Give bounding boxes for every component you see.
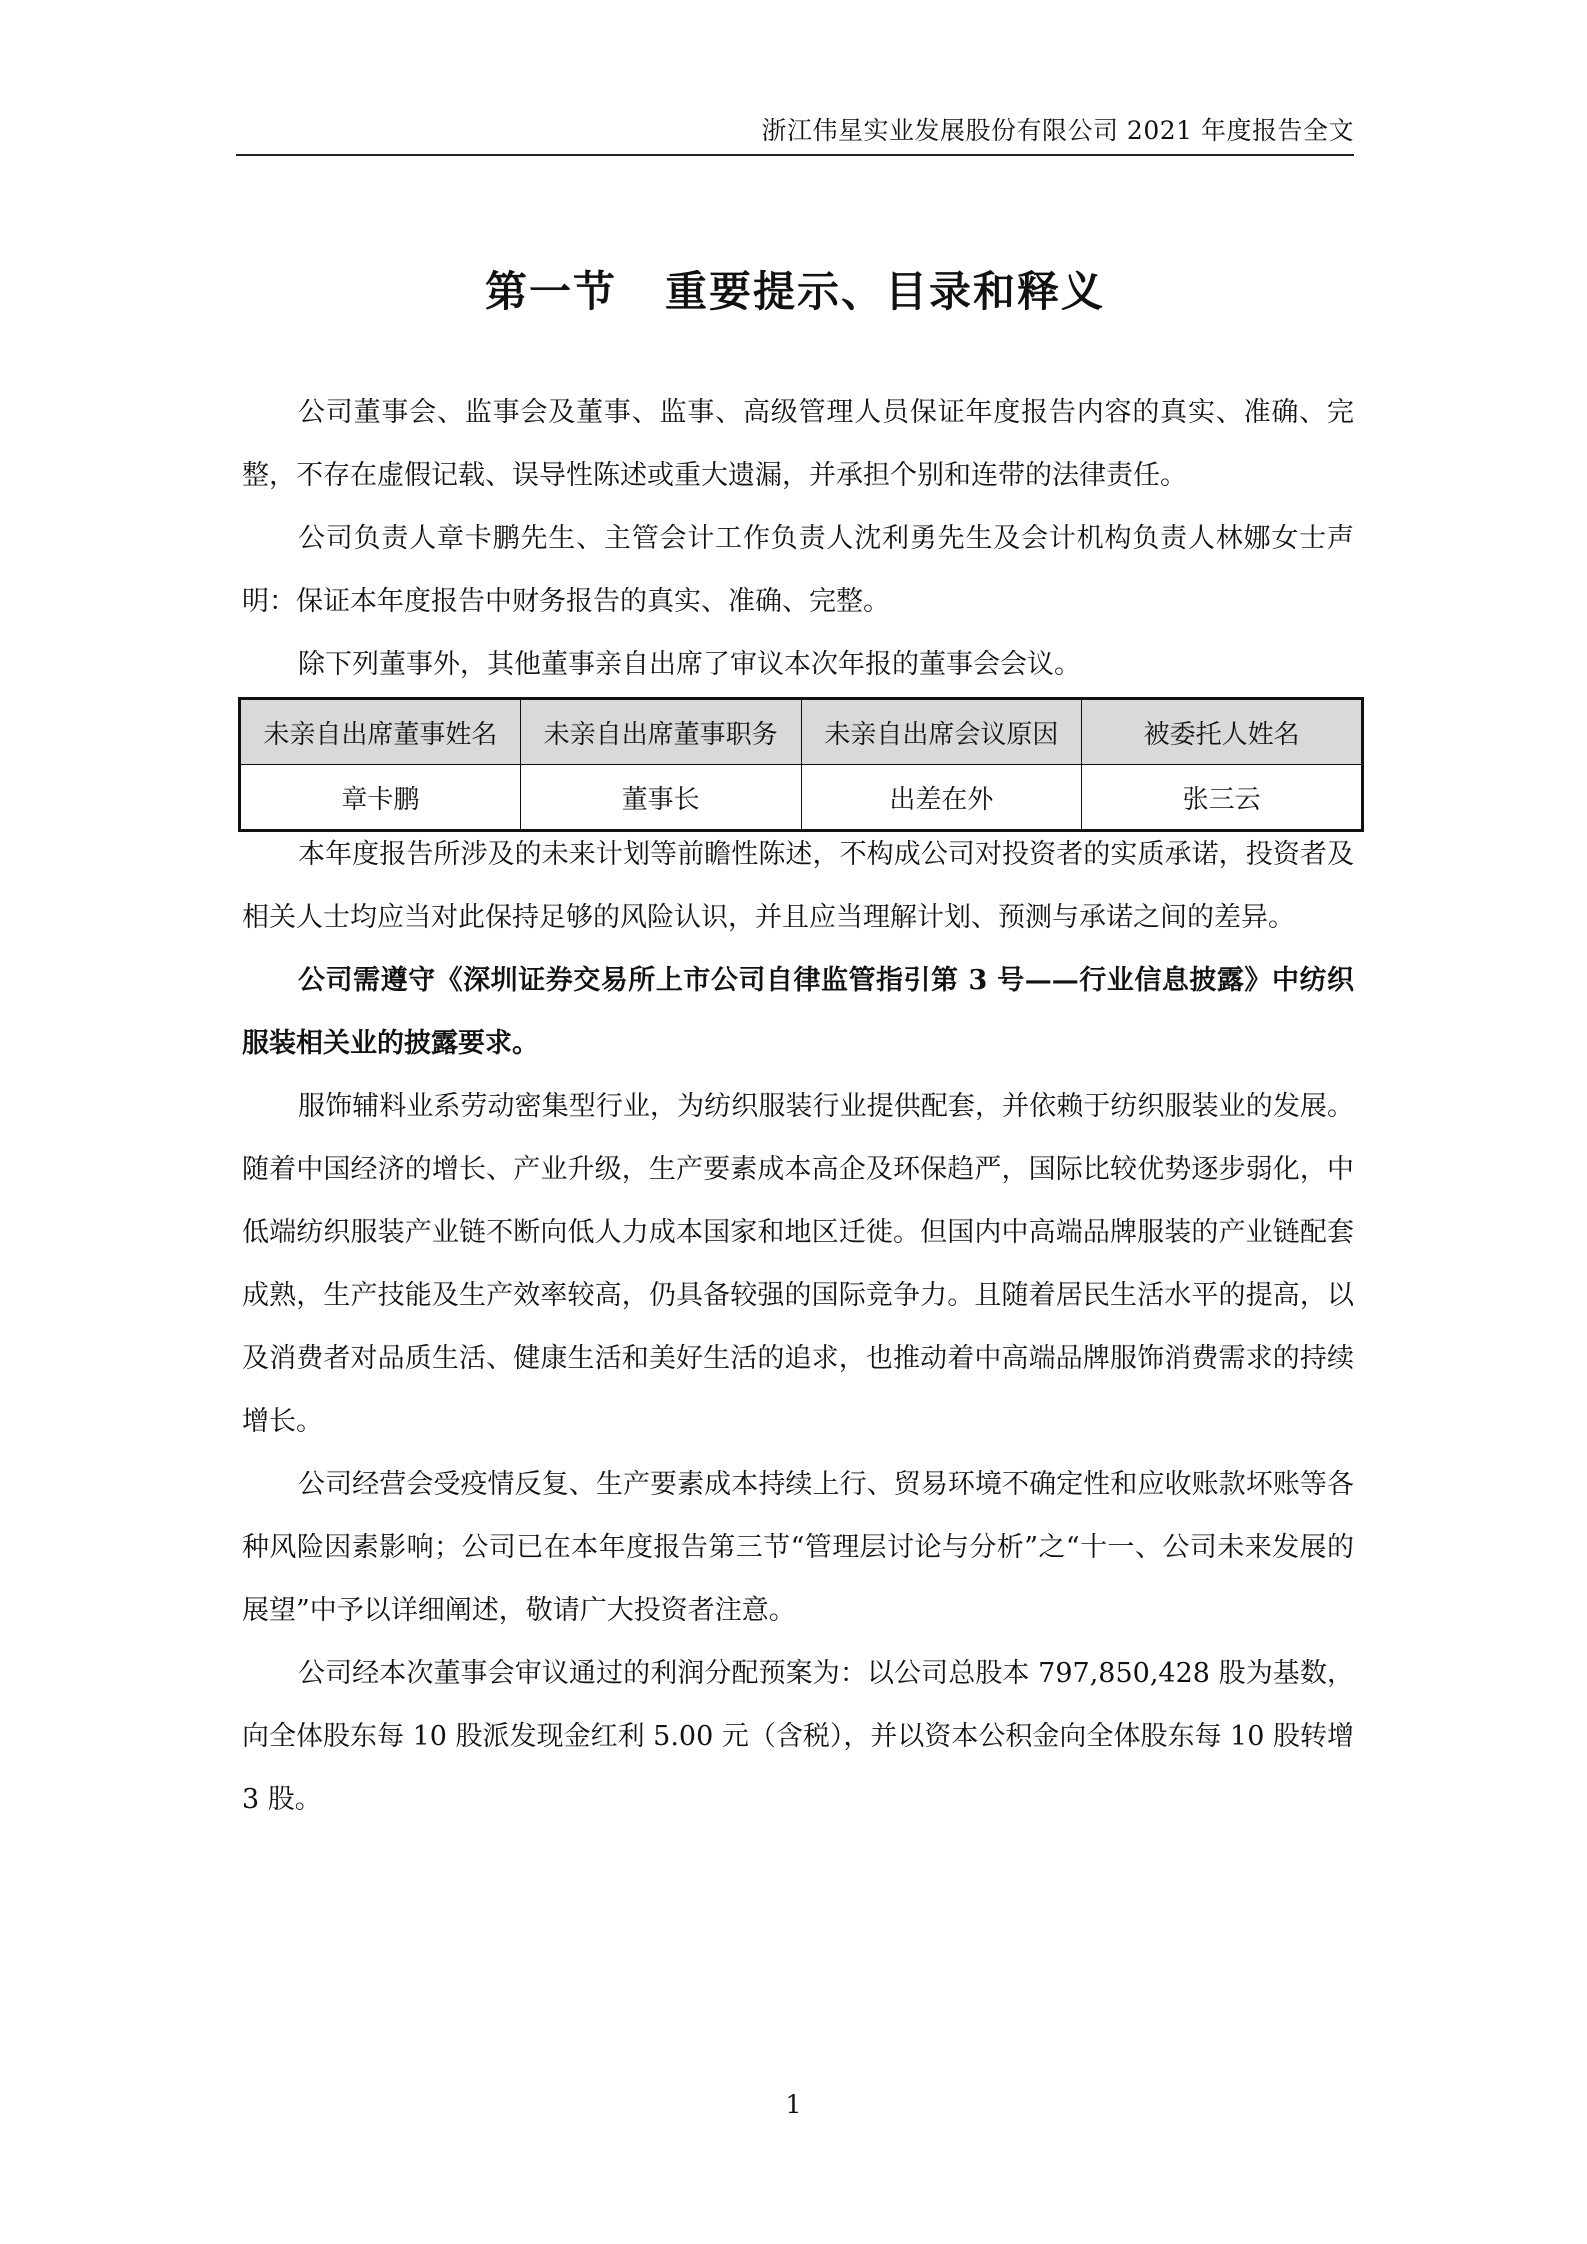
disclosure-requirement: 公司需遵守《深圳证券交易所上市公司自律监管指引第 3 号——行业信息披露》中纺织服装相关业的披露要求。 [242,965,1354,1059]
cell-proxy-name: 张三云 [1082,765,1363,831]
table-row [240,765,1363,831]
cell-director-name: 章卡鹏 [240,765,521,831]
report-title: 浙江伟星实业发展股份有限公司 2021 年度报告全文 [761,116,1354,145]
forward-looking-statement: 本年度报告所涉及的未来计划等前瞻性陈述，不构成公司对投资者的实质承诺，投资者及相关人士均应当对此保持足够的风险认识，并且应当理解计划、预测与承诺之间的差异。 [242,839,1354,933]
risk-factors: 公司经营会受疫情反复、生产要素成本持续上行、贸易环境不确定性和应收账款坏账等各种风险因素影响；公司已在本年度报告第三节“管理层讨论与分析”之“十一、公司未来发展的展望”中予以详细阐述，敬请广大投资者注意。 [242,1469,1354,1626]
section-title [236,262,1354,322]
industry-overview: 服饰辅料业系劳动密集型行业，为纺织服装行业提供配套，并依赖于纺织服装业的发展。随着中国经济的增长、产业升级，生产要素成本高企及环保趋严，国际比较优势逐步弱化，中低端纺织服装产业链不断向低人力成本国家和地区迁徙。但国内中高端品牌服装的产业链配套成熟，生产技能及生产效率较高，仍具备较强的国际竞争力。且随着居民生活水平的提高，以及消费者对品质生活、健康生活和美好生活的追求，也推动着中高端品牌服饰消费需求的持续增长。 [242,1091,1354,1437]
section-heading: 重要提示、目录和释义 [665,267,1106,316]
cell-absence-reason: 出差在外 [801,765,1082,831]
header-absence-reason: 未亲自出席会议原因 [801,699,1082,765]
responsibility-statement: 公司董事会、监事会及董事、监事、高级管理人员保证年度报告内容的真实、准确、完整，不存在虚假记载、误导性陈述或重大遗漏，并承担个别和连带的法律责任。 [242,397,1354,491]
header-director-position: 未亲自出席董事职务 [520,699,801,765]
header-proxy-name: 被委托人姓名 [1082,699,1363,765]
section-number: 第一节 [484,267,617,316]
header-director-name: 未亲自出席董事姓名 [240,699,521,765]
page-number: 1 [785,2090,802,2119]
profit-distribution-plan: 公司经本次董事会审议通过的利润分配预案为：以公司总股本 797,850,428 股为基数，向全体股东每 10 股派发现金红利 5.00 元（含税），并以资本公积金向全体股东每 10 股转增 3 股。 [242,1658,1354,1815]
absent-directors-table [238,697,1364,832]
page-header [236,108,1354,156]
financial-report-declaration: 公司负责人章卡鹏先生、主管会计工作负责人沈利勇先生及会计机构负责人林娜女士声明：保证本年度报告中财务报告的真实、准确、完整。 [242,523,1354,617]
cell-director-position: 董事长 [520,765,801,831]
table-header-row [240,699,1363,765]
absent-directors-intro: 除下列董事外，其他董事亲自出席了审议本次年报的董事会会议。 [298,649,1081,680]
